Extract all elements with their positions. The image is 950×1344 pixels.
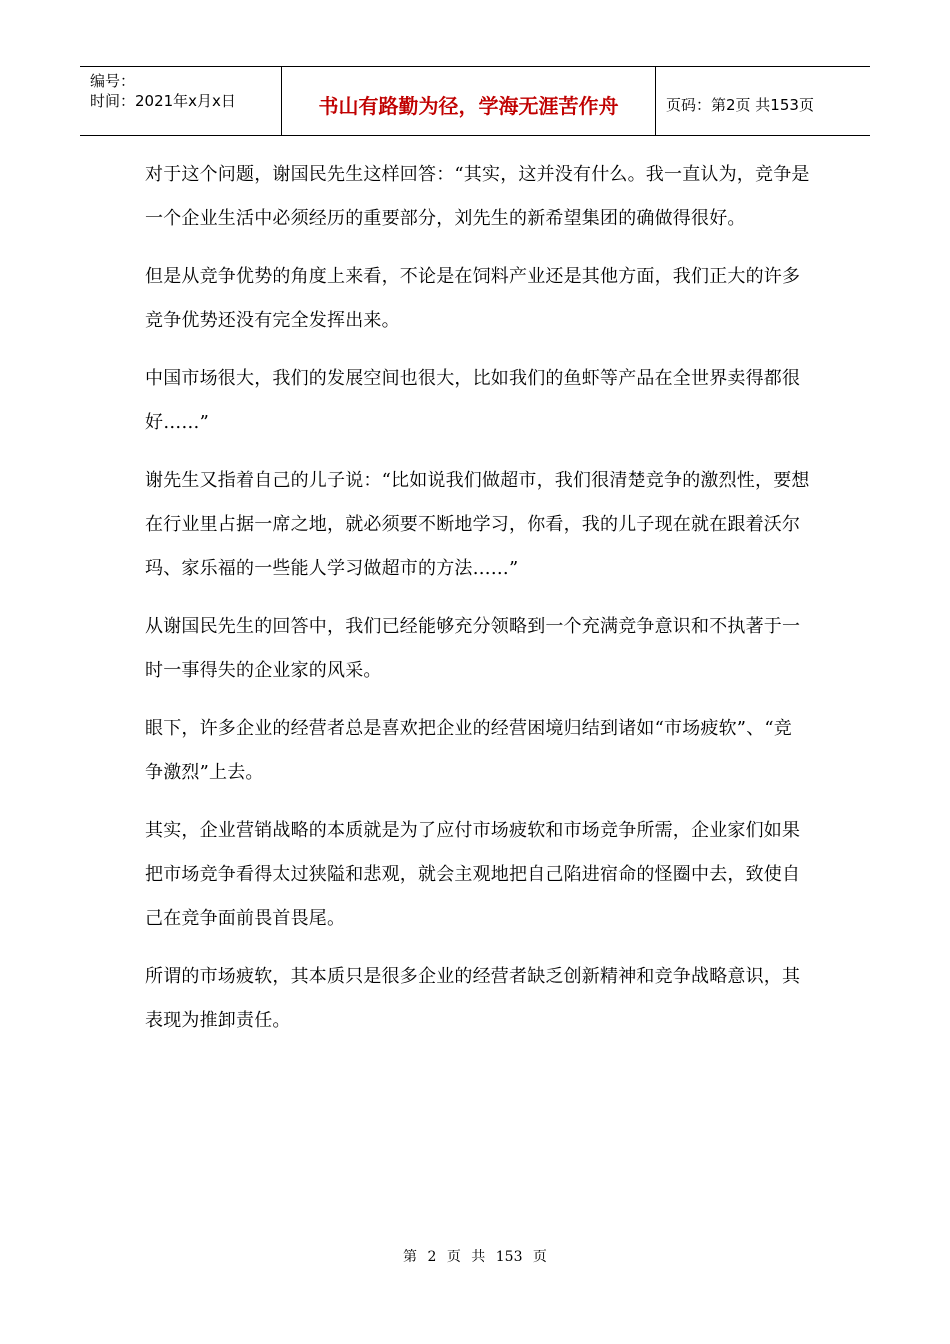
- paragraph: 但是从竞争优势的角度上来看，不论是在饲料产业还是其他方面，我们正大的许多竞争优势还没有完全发挥出来。: [145, 266, 801, 331]
- paragraph: 眼下，许多企业的经营者总是喜欢把企业的经营困境归结到诸如“市场疲软”、“竞争激烈”上去。: [145, 718, 793, 783]
- header-meta: [80, 67, 282, 135]
- header-motto: 书山有路勤为径，学海无涯苦作舟: [282, 67, 656, 135]
- paragraph: 其实，企业营销战略的本质就是为了应付市场疲软和市场竞争所需，企业家们如果把市场竞争看得太过狭隘和悲观，就会主观地把自己陷进宿命的怪圈中去，致使自己在竞争面前畏首畏尾。: [145, 820, 801, 929]
- document-number-label: 编号：: [90, 72, 136, 90]
- paragraph: 所谓的市场疲软，其本质只是很多企业的经营者缺乏创新精神和竞争战略意识，其表现为推卸责任。: [145, 966, 801, 1031]
- paragraph: 中国市场很大，我们的发展空间也很大，比如我们的鱼虾等产品在全世界卖得都很好……”: [145, 368, 801, 433]
- document-header: [80, 66, 870, 136]
- document-body: [145, 153, 810, 1057]
- document-date-label: 时间：2021年x月x日: [90, 92, 236, 110]
- page-footer: 第 2 页 共 153 页: [403, 1249, 547, 1265]
- header-page-info: 页码：第2页 共153页: [666, 95, 814, 114]
- paragraph: 从谢国民先生的回答中，我们已经能够充分领略到一个充满竞争意识和不执著于一时一事得失的企业家的风采。: [145, 616, 801, 681]
- paragraph: 谢先生又指着自己的儿子说：“比如说我们做超市，我们很清楚竞争的激烈性，要想在行业里占据一席之地，就必须要不断地学习，你看，我的儿子现在就在跟着沃尔玛、家乐福的一些能人学习做超市的方法……”: [145, 470, 810, 579]
- paragraph: 对于这个问题，谢国民先生这样回答：“其实，这并没有什么。我一直认为，竞争是一个企业生活中必须经历的重要部分，刘先生的新希望集团的确做得很好。: [145, 164, 810, 229]
